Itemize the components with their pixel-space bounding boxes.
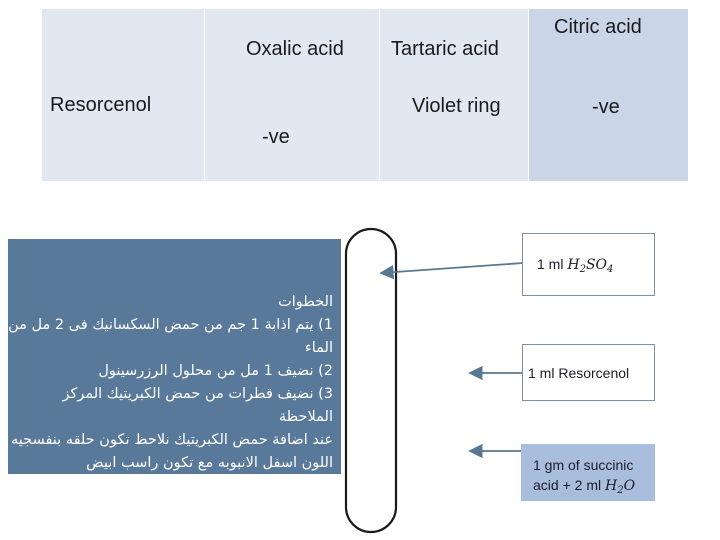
succinic-acid-box [521,444,655,501]
result-tartaric: Violet ring [412,95,501,117]
resorcenol-box [522,344,655,401]
row-header-resorcenol: Resorcenol [50,94,152,116]
steps-title: الخطوات [278,294,333,310]
result-citric: -ve [592,96,620,118]
step-line: 3) نضيف قطرات من حمض الكبريتيك المركز [62,386,333,402]
resorcenol-label: 1 ml Resorcenol [528,365,630,381]
acid-arrow [381,263,523,273]
sulfuric-acid-box [522,233,655,296]
note-title: الملاحظة [278,409,333,425]
sulfuric-acid-label: 1 ml $H_2SO_4$ [537,256,614,275]
test-tube-outline [346,229,396,532]
step-line: 2) نضيف 1 مل من محلول الرزرسينول [98,363,333,379]
col-header-tartaric: Tartaric acid [391,38,499,60]
col-header-citric: Citric acid [554,16,642,38]
result-oxalic: -ve [262,126,290,148]
step-line: الماء [304,340,333,356]
succinic-line-1: 1 gm of succinic [533,457,634,473]
note-line: اللون اسفل الانبوبه مع تكون راسب ابيض [86,455,333,471]
col-header-oxalic: Oxalic acid [246,38,344,60]
note-line: عند اضافة حمض الكبريتيك نلاحظ تكون حلقه بنفسجيه [11,432,333,448]
step-line: 1) يتم اذابة 1 جم من حمض السكسانيك فى 2 مل من [8,317,333,333]
succinic-line-2: acid + 2 ml $H_2O$ [533,477,636,496]
